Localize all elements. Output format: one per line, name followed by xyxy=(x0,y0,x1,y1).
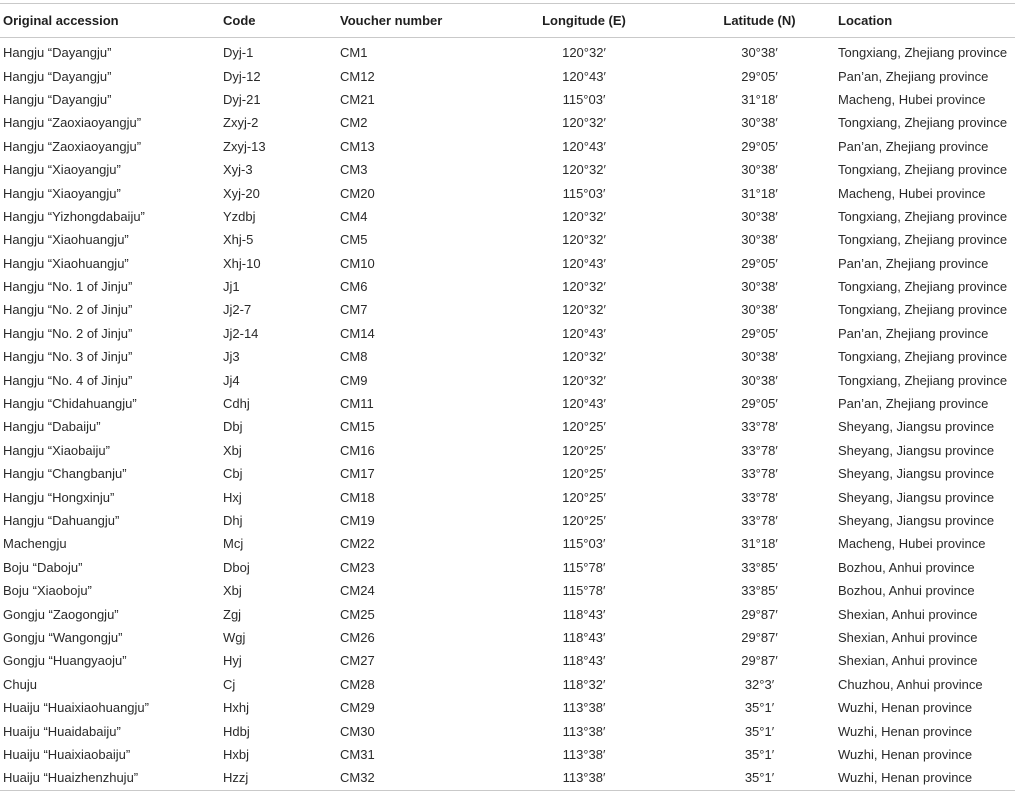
cell-longitude: 120°25′ xyxy=(562,489,606,505)
cell-longitude: 120°32′ xyxy=(562,45,606,61)
cell-original-accession: Hangju “Xiaohuangju” xyxy=(3,255,129,271)
table-row xyxy=(0,392,1015,415)
cell-location: Shexian, Anhui province xyxy=(838,629,978,645)
cell-location: Sheyang, Jiangsu province xyxy=(838,513,995,528)
cell-location: Tongxiang, Zhejiang province xyxy=(838,45,1008,61)
cell-latitude: 33°78′ xyxy=(741,513,778,528)
cell-latitude: 29°87′ xyxy=(741,629,778,645)
cell-location: Bozhou, Anhui province xyxy=(838,559,975,575)
cell-original-accession: Hangju “Xiaohuangju” xyxy=(3,232,129,248)
cell-voucher-number: CM24 xyxy=(340,583,375,599)
cell-original-accession: Gongju “Zaogongju” xyxy=(3,606,119,622)
cell-location: Macheng, Hubei province xyxy=(838,185,986,201)
cell-longitude: 120°32′ xyxy=(562,302,606,318)
header-latitude: Latitude (N) xyxy=(723,13,796,28)
cell-original-accession: Machengju xyxy=(3,536,67,552)
cell-location: Tongxiang, Zhejiang province xyxy=(838,279,1008,295)
cell-latitude: 30°38′ xyxy=(741,232,778,248)
cell-latitude: 30°38′ xyxy=(741,45,778,61)
cell-longitude: 120°43′ xyxy=(562,68,606,84)
cell-longitude: 120°25′ xyxy=(562,442,606,458)
cell-code: Hdbj xyxy=(223,723,250,739)
header-row xyxy=(0,4,1015,38)
cell-latitude: 29°87′ xyxy=(741,653,778,669)
header-code: Code xyxy=(223,13,256,28)
cell-location: Sheyang, Jiangsu province xyxy=(838,442,995,458)
cell-code: Zxyj-13 xyxy=(223,138,266,154)
cell-original-accession: Hangju “Changbanju” xyxy=(3,466,127,482)
cell-longitude: 120°32′ xyxy=(562,372,606,388)
cell-original-accession: Hangju “No. 1 of Jinju” xyxy=(3,279,133,295)
cell-voucher-number: CM16 xyxy=(340,442,375,458)
cell-code: Xyj-3 xyxy=(223,162,253,178)
cell-voucher-number: CM1 xyxy=(340,45,368,61)
cell-latitude: 29°05′ xyxy=(741,396,778,412)
cell-voucher-number: CM4 xyxy=(340,208,368,224)
cell-voucher-number: CM3 xyxy=(340,162,368,178)
cell-original-accession: Hangju “No. 3 of Jinju” xyxy=(3,349,133,365)
cell-original-accession: Hangju “No. 2 of Jinju” xyxy=(3,325,133,341)
cell-longitude: 118°43′ xyxy=(562,653,606,669)
cell-location: Sheyang, Jiangsu province xyxy=(838,419,995,435)
cell-latitude: 33°85′ xyxy=(741,559,778,575)
cell-original-accession: Hangju “Dayangju” xyxy=(3,68,112,84)
cell-location: Sheyang, Jiangsu province xyxy=(838,489,995,505)
table-row xyxy=(0,64,1015,87)
cell-original-accession: Boju “Daboju” xyxy=(3,559,83,575)
table-row xyxy=(0,509,1015,532)
cell-longitude: 115°78′ xyxy=(562,583,606,599)
cell-voucher-number: CM21 xyxy=(340,91,375,107)
cell-original-accession: Huaiju “Huaixiaohuangju” xyxy=(3,700,149,716)
cell-code: Dyj-12 xyxy=(223,68,261,84)
cell-voucher-number: CM25 xyxy=(340,606,375,622)
table-row xyxy=(0,556,1015,579)
cell-location: Tongxiang, Zhejiang province xyxy=(838,208,1008,224)
cell-code: Hzzj xyxy=(223,770,249,786)
cell-longitude: 120°32′ xyxy=(562,208,606,224)
cell-longitude: 120°25′ xyxy=(562,466,606,482)
cell-location: Macheng, Hubei province xyxy=(838,91,986,107)
cell-longitude: 120°25′ xyxy=(562,419,606,435)
cell-code: Dboj xyxy=(223,559,250,575)
cell-longitude: 113°38′ xyxy=(562,770,606,786)
cell-latitude: 30°38′ xyxy=(741,279,778,295)
cell-latitude: 29°05′ xyxy=(741,325,778,341)
cell-longitude: 115°78′ xyxy=(562,559,606,575)
cell-code: Dyj-21 xyxy=(223,91,261,107)
cell-original-accession: Hangju “No. 2 of Jinju” xyxy=(3,302,133,318)
table-row xyxy=(0,602,1015,625)
cell-longitude: 113°38′ xyxy=(562,700,606,716)
table-row xyxy=(0,228,1015,251)
cell-code: Hyj xyxy=(223,653,242,669)
cell-location: Pan’an, Zhejiang province xyxy=(838,396,989,412)
cell-voucher-number: CM10 xyxy=(340,255,375,271)
cell-code: Xhj-10 xyxy=(223,255,261,271)
cell-original-accession: Hangju “Dayangju” xyxy=(3,45,112,61)
cell-voucher-number: CM7 xyxy=(340,302,368,318)
cell-original-accession: Hangju “Dahuangju” xyxy=(3,513,120,528)
cell-code: Mcj xyxy=(223,536,244,552)
table-row xyxy=(0,462,1015,485)
cell-location: Tongxiang, Zhejiang province xyxy=(838,115,1008,131)
cell-original-accession: Hangju “Chidahuangju” xyxy=(3,396,137,412)
cell-longitude: 120°32′ xyxy=(562,115,606,131)
cell-location: Shexian, Anhui province xyxy=(838,606,978,622)
cell-longitude: 120°43′ xyxy=(562,325,606,341)
table-row xyxy=(0,181,1015,204)
cell-code: Cbj xyxy=(223,466,243,482)
cell-voucher-number: CM8 xyxy=(340,349,368,365)
cell-latitude: 35°1′ xyxy=(744,746,775,762)
cell-original-accession: Huaiju “Huaizhenzhuju” xyxy=(3,770,139,786)
cell-longitude: 120°25′ xyxy=(562,513,606,528)
table-row xyxy=(0,88,1015,111)
cell-longitude: 120°43′ xyxy=(562,255,606,271)
cell-original-accession: Hangju “Zaoxiaoyangju” xyxy=(3,138,142,154)
cell-voucher-number: CM17 xyxy=(340,466,375,482)
cell-location: Wuzhi, Henan province xyxy=(838,723,973,739)
cell-code: Xbj xyxy=(223,442,242,458)
cell-code: Dbj xyxy=(223,419,243,435)
cell-voucher-number: CM15 xyxy=(340,419,375,435)
cell-voucher-number: CM22 xyxy=(340,536,375,552)
cell-longitude: 120°32′ xyxy=(562,279,606,295)
table-row xyxy=(0,743,1015,766)
table-row xyxy=(0,673,1015,696)
table-row xyxy=(0,275,1015,298)
cell-original-accession: Hangju “Xiaoyangju” xyxy=(3,185,121,201)
table-row xyxy=(0,719,1015,742)
cell-latitude: 30°38′ xyxy=(741,302,778,318)
cell-original-accession: Gongju “Wangongju” xyxy=(3,629,123,645)
cell-code: Hxj xyxy=(223,489,242,505)
cell-latitude: 29°05′ xyxy=(741,255,778,271)
cell-original-accession: Huaiju “Huaixiaobaiju” xyxy=(3,746,131,762)
cell-latitude: 30°38′ xyxy=(741,115,778,131)
cell-voucher-number: CM18 xyxy=(340,489,375,505)
table-row xyxy=(0,532,1015,555)
accession-table xyxy=(0,3,1015,791)
cell-latitude: 31°18′ xyxy=(741,536,778,552)
cell-voucher-number: CM31 xyxy=(340,746,375,762)
cell-original-accession: Gongju “Huangyaoju” xyxy=(3,653,127,669)
cell-original-accession: Hangju “Xiaoyangju” xyxy=(3,162,121,178)
cell-location: Pan’an, Zhejiang province xyxy=(838,138,989,154)
cell-voucher-number: CM27 xyxy=(340,653,375,669)
cell-code: Zgj xyxy=(223,606,242,622)
cell-location: Tongxiang, Zhejiang province xyxy=(838,302,1008,318)
table-row xyxy=(0,649,1015,672)
cell-location: Tongxiang, Zhejiang province xyxy=(838,162,1008,178)
cell-code: Zxyj-2 xyxy=(223,115,259,131)
table-row xyxy=(0,485,1015,508)
table-row xyxy=(0,766,1015,790)
cell-voucher-number: CM9 xyxy=(340,372,368,388)
cell-voucher-number: CM13 xyxy=(340,138,375,154)
cell-location: Wuzhi, Henan province xyxy=(838,746,973,762)
cell-voucher-number: CM32 xyxy=(340,770,375,786)
cell-latitude: 30°38′ xyxy=(741,372,778,388)
cell-location: Sheyang, Jiangsu province xyxy=(838,466,995,482)
cell-latitude: 33°78′ xyxy=(741,489,778,505)
header-location: Location xyxy=(838,13,893,28)
cell-location: Pan’an, Zhejiang province xyxy=(838,255,989,271)
cell-code: Cj xyxy=(223,676,236,692)
cell-original-accession: Boju “Xiaoboju” xyxy=(3,583,92,599)
cell-latitude: 29°87′ xyxy=(741,606,778,622)
cell-latitude: 35°1′ xyxy=(744,770,775,786)
table-row xyxy=(0,205,1015,228)
cell-latitude: 35°1′ xyxy=(744,700,775,716)
cell-voucher-number: CM5 xyxy=(340,232,368,248)
cell-latitude: 31°18′ xyxy=(741,185,778,201)
cell-latitude: 30°38′ xyxy=(741,208,778,224)
cell-code: Jj2-7 xyxy=(223,302,252,318)
cell-code: Xhj-5 xyxy=(223,232,254,248)
cell-latitude: 29°05′ xyxy=(741,138,778,154)
table-row xyxy=(0,298,1015,321)
cell-location: Macheng, Hubei province xyxy=(838,536,986,552)
table-row xyxy=(0,252,1015,275)
cell-code: Jj2-14 xyxy=(223,325,259,341)
header-original-accession: Original accession xyxy=(3,13,119,28)
cell-longitude: 120°32′ xyxy=(562,349,606,365)
table-row xyxy=(0,439,1015,462)
cell-location: Tongxiang, Zhejiang province xyxy=(838,372,1008,388)
cell-longitude: 115°03′ xyxy=(562,536,606,552)
cell-location: Tongxiang, Zhejiang province xyxy=(838,232,1008,248)
table-header xyxy=(0,4,1015,38)
cell-original-accession: Chuju xyxy=(3,676,37,692)
cell-longitude: 113°38′ xyxy=(562,746,606,762)
cell-latitude: 33°78′ xyxy=(741,442,778,458)
cell-code: Jj3 xyxy=(223,349,240,365)
cell-voucher-number: CM29 xyxy=(340,700,375,716)
table-row xyxy=(0,322,1015,345)
cell-code: Dyj-1 xyxy=(223,45,254,61)
cell-voucher-number: CM2 xyxy=(340,115,368,131)
cell-code: Hxhj xyxy=(223,700,250,716)
table-body xyxy=(0,38,1015,791)
cell-voucher-number: CM30 xyxy=(340,723,375,739)
cell-longitude: 118°43′ xyxy=(562,606,606,622)
cell-original-accession: Hangju “Xiaobaiju” xyxy=(3,442,110,458)
cell-longitude: 120°43′ xyxy=(562,138,606,154)
cell-code: Jj4 xyxy=(223,372,240,388)
cell-code: Wgj xyxy=(223,629,246,645)
cell-latitude: 31°18′ xyxy=(741,91,778,107)
cell-location: Wuzhi, Henan province xyxy=(838,770,973,786)
cell-longitude: 118°32′ xyxy=(562,676,606,692)
cell-location: Pan’an, Zhejiang province xyxy=(838,325,989,341)
cell-original-accession: Hangju “Dayangju” xyxy=(3,91,112,107)
cell-original-accession: Huaiju “Huaidabaiju” xyxy=(3,723,121,739)
header-voucher-number: Voucher number xyxy=(340,13,443,28)
header-longitude: Longitude (E) xyxy=(542,13,626,28)
cell-location: Pan’an, Zhejiang province xyxy=(838,68,989,84)
table-row xyxy=(0,368,1015,391)
table-row xyxy=(0,38,1015,65)
cell-latitude: 33°78′ xyxy=(741,466,778,482)
cell-code: Yzdbj xyxy=(223,208,256,224)
cell-voucher-number: CM19 xyxy=(340,513,375,528)
cell-longitude: 118°43′ xyxy=(562,629,606,645)
cell-latitude: 33°85′ xyxy=(741,583,778,599)
cell-code: Xbj xyxy=(223,583,242,599)
cell-voucher-number: CM11 xyxy=(340,396,374,412)
cell-original-accession: Hangju “No. 4 of Jinju” xyxy=(3,372,133,388)
table-row xyxy=(0,626,1015,649)
cell-voucher-number: CM12 xyxy=(340,68,375,84)
cell-location: Bozhou, Anhui province xyxy=(838,583,975,599)
cell-longitude: 120°32′ xyxy=(562,162,606,178)
cell-voucher-number: CM26 xyxy=(340,629,375,645)
cell-original-accession: Hangju “Yizhongdabaiju” xyxy=(3,208,145,224)
cell-location: Chuzhou, Anhui province xyxy=(838,676,983,692)
cell-voucher-number: CM28 xyxy=(340,676,375,692)
cell-latitude: 30°38′ xyxy=(741,162,778,178)
cell-code: Cdhj xyxy=(223,396,250,412)
table-row xyxy=(0,111,1015,134)
cell-original-accession: Hangju “Hongxinju” xyxy=(3,489,115,505)
table-row xyxy=(0,158,1015,181)
cell-voucher-number: CM20 xyxy=(340,185,375,201)
table-row xyxy=(0,135,1015,158)
table-row xyxy=(0,345,1015,368)
cell-voucher-number: CM6 xyxy=(340,279,368,295)
table-row xyxy=(0,579,1015,602)
cell-longitude: 113°38′ xyxy=(562,723,606,739)
cell-code: Dhj xyxy=(223,513,243,528)
cell-location: Tongxiang, Zhejiang province xyxy=(838,349,1008,365)
cell-latitude: 33°78′ xyxy=(741,419,778,435)
cell-latitude: 30°38′ xyxy=(741,349,778,365)
cell-code: Xyj-20 xyxy=(223,185,260,201)
table-row xyxy=(0,696,1015,719)
cell-voucher-number: CM14 xyxy=(340,325,375,341)
cell-original-accession: Hangju “Zaoxiaoyangju” xyxy=(3,115,142,131)
cell-longitude: 120°32′ xyxy=(562,232,606,248)
cell-latitude: 35°1′ xyxy=(744,723,775,739)
cell-latitude: 29°05′ xyxy=(741,68,778,84)
cell-voucher-number: CM23 xyxy=(340,559,375,575)
cell-location: Shexian, Anhui province xyxy=(838,653,978,669)
cell-code: Jj1 xyxy=(223,279,240,295)
cell-location: Wuzhi, Henan province xyxy=(838,700,973,716)
cell-longitude: 120°43′ xyxy=(562,396,606,412)
cell-original-accession: Hangju “Dabaiju” xyxy=(3,419,101,435)
table-row xyxy=(0,415,1015,438)
cell-code: Hxbj xyxy=(223,746,250,762)
cell-latitude: 32°3′ xyxy=(744,676,775,692)
cell-longitude: 115°03′ xyxy=(562,91,606,107)
cell-longitude: 115°03′ xyxy=(562,185,606,201)
